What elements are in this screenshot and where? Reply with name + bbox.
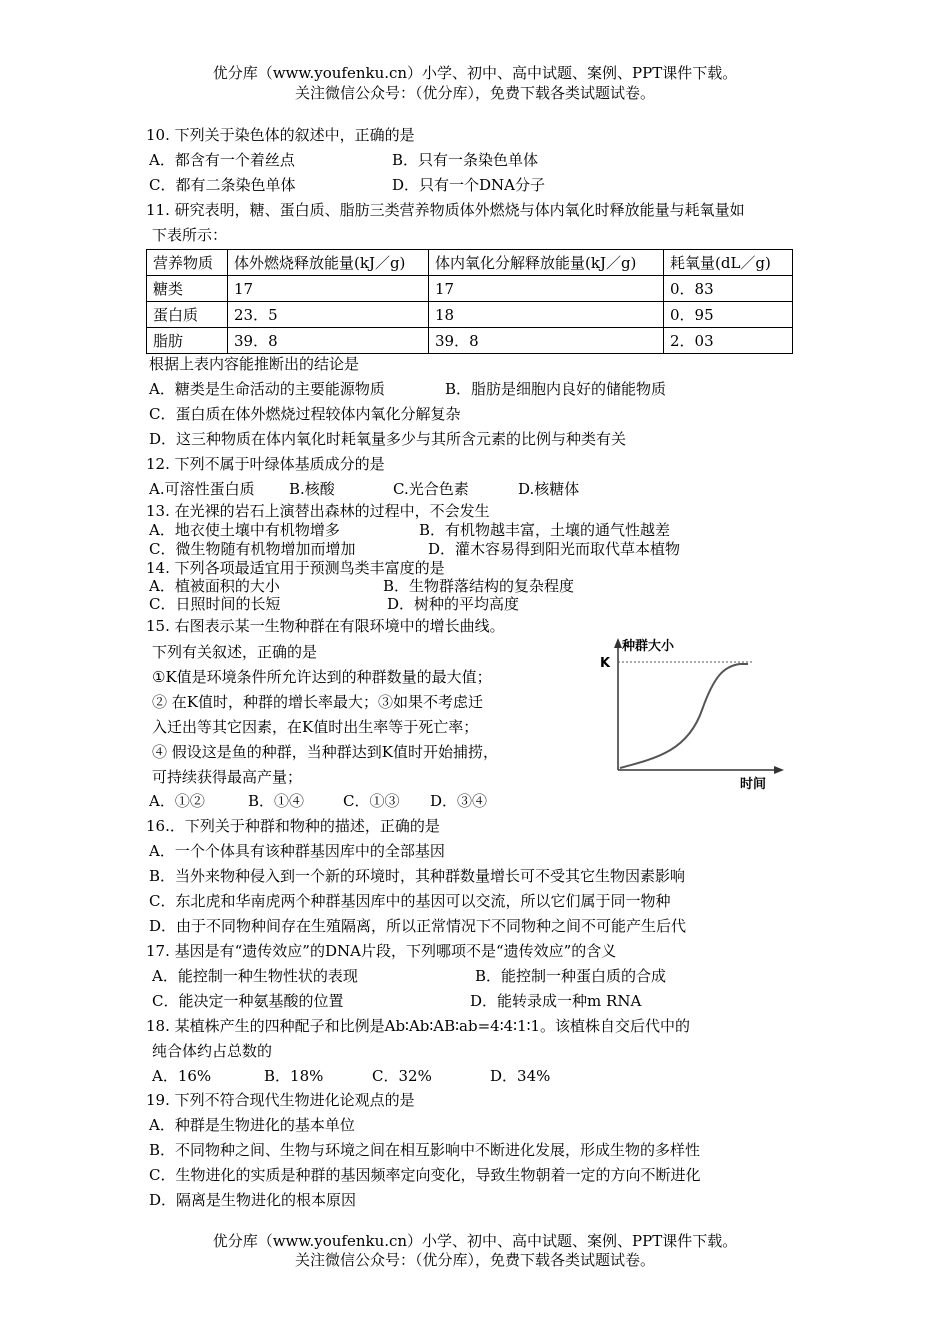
table-cell: 糖类 [147,276,228,302]
table-cell: 蛋白质 [147,302,228,328]
q10-stem: 10. 下列关于染色体的叙述中，正确的是 [146,126,415,144]
q13-option-a: A．地衣使土壤中有机物增多 [149,521,340,539]
table-cell: 23．5 [228,302,429,328]
table-cell: 脂肪 [147,328,228,354]
y-axis-arrow-icon [614,638,622,648]
q12-option-c: C.光合色素 [393,480,469,498]
table-header-cell: 耗氧量(dL／g) [664,250,793,276]
q19-option-a: A．种群是生物进化的基本单位 [149,1116,355,1134]
q15-option-c: C．①③ [343,792,400,810]
q12-option-a: A.可溶性蛋白质 [149,480,255,498]
q12-option-d: D.核糖体 [518,480,580,498]
q19-option-d: D．隔离是生物进化的根本原因 [149,1191,357,1209]
q17-option-b: B．能控制一种蛋白质的合成 [475,967,667,985]
footer-line-1: 优分库（www.youfenku.cn）小学、初中、高中试题、案例、PPT课件下载。 [212,1232,738,1250]
header-line-1: 优分库（www.youfenku.cn）小学、初中、高中试题、案例、PPT课件下载。 [212,64,738,82]
q18-option-a: A．16% [152,1067,212,1085]
table-row [147,276,793,302]
q11-stem-2: 下表所示： [152,226,228,244]
q13-stem: 13. 在光裸的岩石上演替出森林的过程中，不会发生 [146,502,490,520]
q18-option-b: B．18% [264,1067,324,1085]
k-label: K [600,656,611,671]
q15-line-5: 入迁出等其它因素，在K值时出生率等于死亡率； [152,718,479,736]
nutrient-energy-table [146,249,793,354]
y-axis-label: 种群大小 [622,639,675,654]
table-row [147,302,793,328]
table-header-cell: 体内氧化分解释放能量(kJ／g) [429,250,664,276]
q18-option-d: D．34% [490,1067,551,1085]
footer-line-2: 关注微信公众号：（优分库），免费下载各类试题试卷。 [294,1251,655,1269]
q10-option-a: A．都含有一个着丝点 [149,151,295,169]
q13-option-d: D．灌木容易得到阳光而取代草本植物 [428,540,681,558]
q14-option-a: A．植被面积的大小 [149,577,280,595]
table-cell: 0．95 [664,302,793,328]
table-cell: 2．03 [664,328,793,354]
q13-option-b: B．有机物越丰富，土壤的通气性越差 [419,521,671,539]
q19-stem: 19. 下列不符合现代生物进化论观点的是 [146,1091,415,1109]
s-growth-curve [620,664,748,768]
q14-option-b: B．生物群落结构的复杂程度 [383,577,575,595]
q15-option-a: A．①② [149,792,205,810]
q11-option-d: D．这三种物质在体内氧化时耗氧量多少与其所含元素的比例与种类有关 [149,430,627,448]
q16-option-b: B．当外来物种侵入到一个新的环境时，其种群数量增长可不受其它生物因素影响 [149,867,686,885]
table-cell: 39．8 [228,328,429,354]
q18-stem-1: 18. 某植株产生的四种配子和比例是Ab∶Ab∶AB∶ab=4∶4∶1∶1。该植株自交后代中的 [146,1017,691,1035]
table-cell: 39．8 [429,328,664,354]
table-cell: 17 [228,276,429,302]
q15-line-1: 15. 右图表示某一生物种群在有限环境中的增长曲线。 [146,617,505,635]
q15-line-2: 下列有关叙述，正确的是 [152,643,318,661]
table-cell: 18 [429,302,664,328]
q11-stem-3: 根据上表内容能推断出的结论是 [149,355,360,373]
q19-option-c: C．生物进化的实质是种群的基因频率定向变化，导致生物朝着一定的方向不断进化 [149,1166,701,1184]
q11-option-a: A．糖类是生命活动的主要能源物质 [149,380,385,398]
x-axis-arrow-icon [774,766,784,774]
q11-option-c: C．蛋白质在体外燃烧过程较体内氧化分解复杂 [149,405,461,423]
q16-option-c: C．东北虎和华南虎两个种群基因库中的基因可以交流，所以它们属于同一物种 [149,892,671,910]
q15-line-3: ①K值是环境条件所允许达到的种群数量的最大值； [152,668,492,686]
table-header-cell: 体外燃烧释放能量(kJ／g) [228,250,429,276]
population-growth-figure [598,630,788,795]
q17-option-a: A．能控制一种生物性状的表现 [152,967,358,985]
q15-line-6: ④ 假设这是鱼的种群，当种群达到K值时开始捕捞， [152,743,498,761]
q12-option-b: B.核酸 [289,480,335,498]
table-header-cell: 营养物质 [147,250,228,276]
q18-stem-2: 纯合体约占总数的 [152,1042,273,1060]
q11-stem-1: 11. 研究表明，糖、蛋白质、脂肪三类营养物质体外燃烧与体内氧化时释放能量与耗氧量如 [146,201,745,219]
q12-stem: 12. 下列不属于叶绿体基质成分的是 [146,455,385,473]
table-header-row [147,250,793,276]
table-cell: 0．83 [664,276,793,302]
q10-option-d: D．只有一个DNA分子 [392,176,546,194]
q10-option-c: C．都有二条染色单体 [149,176,296,194]
q11-option-b: B．脂肪是细胞内良好的储能物质 [445,380,667,398]
q15-option-d: D．③④ [430,792,488,810]
q17-option-d: D．能转录成一种m RNA [470,992,642,1010]
q18-option-c: C．32% [372,1067,432,1085]
q14-option-c: C．日照时间的长短 [149,595,281,613]
table-cell: 17 [429,276,664,302]
q14-option-d: D．树种的平均高度 [387,595,520,613]
q13-option-c: C．微生物随有机物增加而增加 [149,540,356,558]
q10-option-b: B．只有一条染色单体 [392,151,539,169]
q15-line-4: ② 在K值时，种群的增长率最大；③如果不考虑迁 [152,693,483,711]
q16-stem: 16.．下列关于种群和物种的描述，正确的是 [146,817,440,835]
header-line-2: 关注微信公众号：（优分库），免费下载各类试题试卷。 [294,84,655,102]
q15-option-b: B．①④ [248,792,305,810]
q19-option-b: B．不同物种之间、生物与环境之间在相互影响中不断进化发展，形成生物的多样性 [149,1141,701,1159]
q17-stem: 17. 基因是有“遗传效应”的DNA片段，下列哪项不是“遗传效应”的含义 [146,942,617,960]
table-row [147,328,793,354]
x-axis-label: 时间 [740,777,767,792]
q15-line-7: 可持续获得最高产量； [152,768,303,786]
q17-option-c: C．能决定一种氨基酸的位置 [152,992,344,1010]
q16-option-d: D．由于不同物种间存在生殖隔离，所以正常情况下不同物种之间不可能产生后代 [149,917,687,935]
q16-option-a: A．一个个体具有该种群基因库中的全部基因 [149,842,445,860]
q14-stem: 14. 下列各项最适宜用于预测鸟类丰富度的是 [146,559,445,577]
